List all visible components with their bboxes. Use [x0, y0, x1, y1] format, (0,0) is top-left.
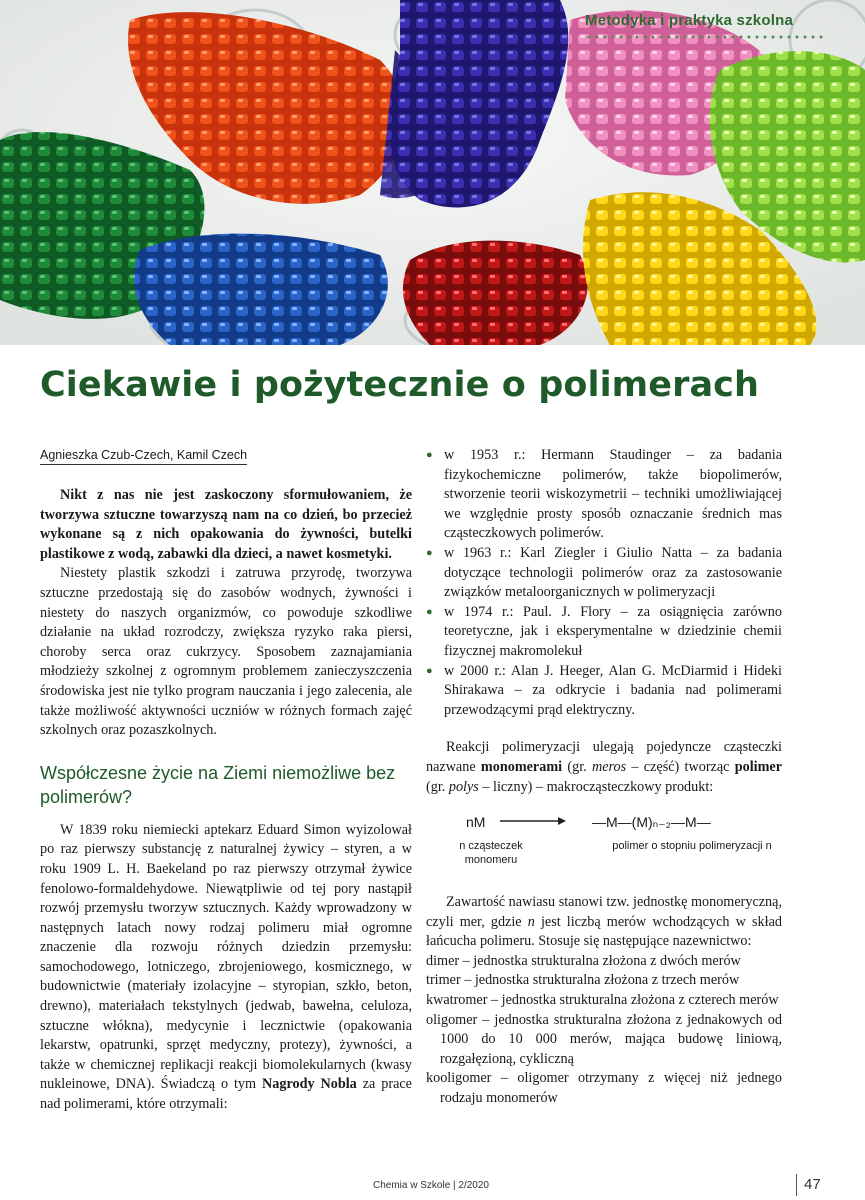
list-item: ● w 1974 r.: Paul. J. Flory – za osiągnięcia zarówno teoretyczne, jak i eksperymentalne w dziedzinie chemii fizycznej makromolekuł: [426, 603, 782, 662]
text-span: Zawartość nawiasu stanowi tzw. jednostkę monomeryczną, czyli mer, gdzie: [426, 894, 782, 930]
nobel-prize-bold: Nagrody Nobla: [262, 1076, 357, 1093]
list-item: ● w 2000 r.: Alan J. Heeger, Alan G. McDiarmid i Hideki Shirakawa – za odkrycie i badania nad polimerami przewodzącymi prąd elektryczny.: [426, 662, 782, 721]
hero-photo: [0, 0, 865, 345]
polymer-term: polimer: [734, 758, 782, 775]
subheading: Współczesne życie na Ziemi niemożliwe bez polimerów?: [40, 762, 396, 807]
reactant-label: nM: [466, 814, 486, 831]
page-number: 47: [804, 1176, 821, 1193]
product-formula: —M—(M)ₙ₋₂—M—: [592, 814, 711, 831]
reactant-caption: n cząsteczek monomeru: [459, 840, 523, 867]
text-span: jest liczbą merów wchodzących w skład łańcucha polimeru. Stosuje się następujące nazewnictwo:: [426, 913, 782, 950]
term-text: oligomer – jednostka strukturalna złożona z jednakowych od 1000 do 10 000 merów, mająca budowę liniową, rozgałęzioną, cykliczną: [426, 1011, 782, 1067]
article-authors: Agnieszka Czub-Czech, Kamil Czech: [40, 448, 247, 465]
monomer-term: monomerami: [480, 758, 563, 775]
list-item: ● w 1963 r.: Karl Ziegler i Giulio Natta – za badania dotyczące technologii polimerów oraz za zastosowanie związków metaloorganicznych w polimeryzacji: [426, 544, 782, 603]
section-tag-dots: [585, 34, 825, 40]
reaction-arrow-icon: [498, 813, 568, 829]
plastic-pellets-image: [0, 0, 865, 345]
term-text: kooligomer – oligomer otrzymany z więcej niż jednego rodzaju monomerów: [426, 1070, 782, 1107]
section-tag: Metodyka i praktyka szkolna: [585, 12, 793, 29]
right-column: [426, 446, 782, 1109]
term-text: dimer – jednostka strukturalna złożona z dwóch merów: [426, 952, 741, 969]
footer-journal: Chemia w Szkole | 2/2020: [373, 1180, 489, 1191]
text-span: Reakcji polimeryzacji ulegają pojedyncze cząsteczki nazwane: [426, 739, 782, 775]
left-column: [40, 486, 412, 1115]
intro-paragraph: Niestety plastik szkodzi i zatruwa przyrodę, tworzywa sztuczne przedostają się do zasobów wodnych, żywności i niestety do naszych organizmów, co powoduje szkodliwe działanie na układ rozrodczy, zwiększa ryzyko raka piersi, choroby serca oraz cukrzycy. Sposobem zaznajamiania młodzieży szkolnej z ogromnym problemem zanieczyszczenia środowiska jest nie tylko program nauczania i jego zalecenia, ale także możliwość aktywności uczniów w różnych formach zajęć szkolnych oraz pozaszkolnych.: [40, 565, 412, 739]
polys-term: polys: [448, 778, 479, 795]
term-text: trimer – jednostka strukturalna złożona z trzech merów: [426, 972, 740, 989]
text-span: – liczny) – makrocząsteczkowy produkt:: [478, 778, 714, 795]
lead-paragraph: Nikt z nas nie jest zaskoczony sformułowaniem, że tworzywa sztuczne towarzyszą nam na co dzień, bo przecież wykonane są z nich opakowania do żywności, butelki plastikowe z wodą, zabawki dla dzieci, a nawet kosmetyki.: [40, 487, 412, 562]
polymerization-scheme: [426, 807, 782, 893]
history-paragraph: [40, 821, 412, 1115]
term-item: [426, 1011, 782, 1070]
term-item: [426, 952, 782, 972]
product-caption: polimer o stopniu polimeryzacji n: [612, 840, 772, 853]
n-symbol: n: [527, 913, 535, 930]
text-span: – część) tworząc: [626, 758, 735, 775]
history-text-end: za prace nad polimerami, które otrzymali:: [40, 1076, 412, 1113]
spacer: [426, 720, 782, 738]
polymerization-paragraph: [426, 738, 782, 797]
nobel-list: [426, 446, 782, 720]
meros-term: meros: [591, 758, 627, 775]
article-title: Ciekawie i pożytecznie o polimerach: [40, 365, 760, 405]
term-list: [426, 952, 782, 1109]
text-span: (gr.: [426, 778, 449, 795]
term-item: [426, 991, 782, 1011]
list-item: ● w 1953 r.: Hermann Staudinger – za badania fizykochemiczne polimerów, także biopolimerów, stworzenie teorii wiskozymetrii – techniki umożliwiającej we względnie prosty sposób oznaczanie średnich mas cząsteczkowych polimerów.: [426, 446, 782, 544]
term-item: [426, 971, 782, 991]
text-span: (gr.: [562, 758, 592, 775]
term-item: [426, 1069, 782, 1108]
footer-divider: [796, 1174, 797, 1196]
history-text: W 1839 roku niemiecki aptekarz Eduard Simon wyizolował po raz pierwszy substancję z naturalnej żywicy – styren, a w roku 1909 L. H. Baekeland po raz pierwszy otrzymał żywice fenolowo-formaldehydowe. Niewątpliwie od tej pory nastąpił rozwój przemysłu tworzyw sztucznych. Każdy wprowadzony w następnych latach nowy rodzaj polimeru miał ogromne znaczenie dla rozwoju różnych dziedzin przemysłu: samochodowego, lotniczego, zbrojeniowego, kosmicznego, w budownictwie (materiały izolacyjne – styropian, szkło, beton, drewno), materiałach tekstylnych (jedwab, bawełna, celuloza, sztuczne włókna), medycynie i lecznictwie (opakowania lekarstw, opatrunki, sprzęt medyczny, protezy), żywności, a także w chemicznej replikacji reakcji biomolekularnych (kwasy nukleinowe, DNA). Świadczą o tym: [40, 821, 412, 1093]
mer-paragraph: [426, 893, 782, 952]
term-text: kwatromer – jednostka strukturalna złożona z czterech merów: [426, 992, 779, 1009]
